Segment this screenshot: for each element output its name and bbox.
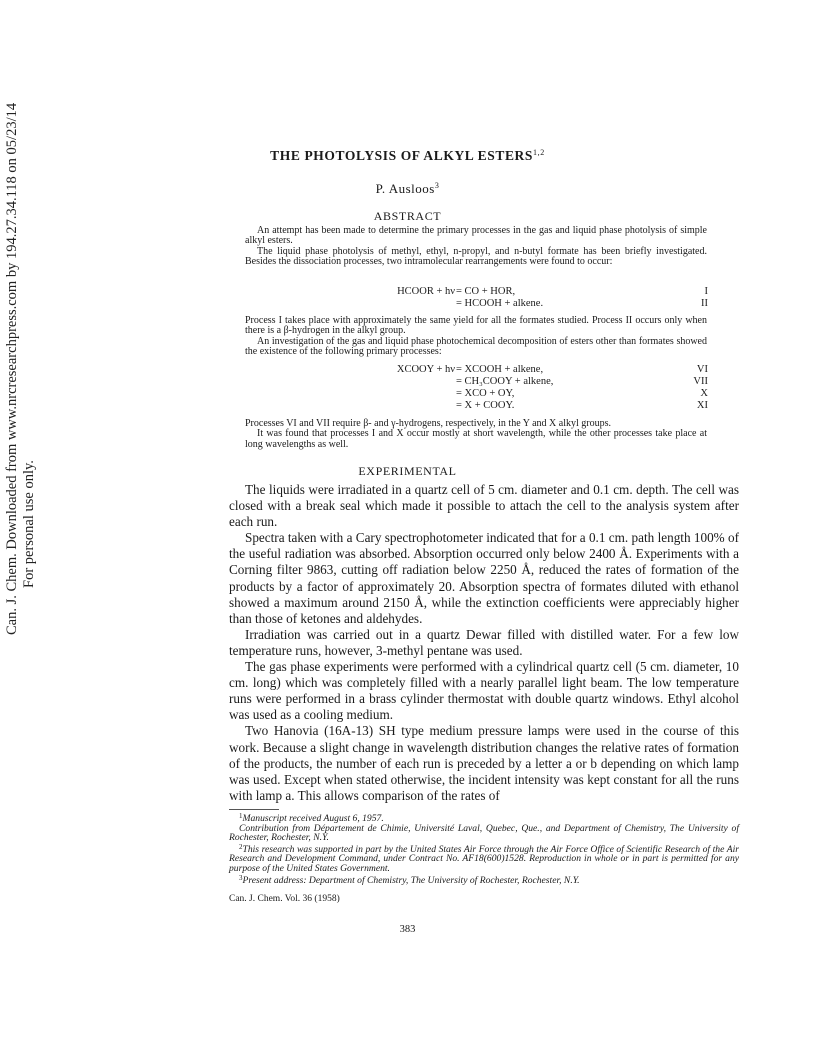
- abstract-paragraph: Process I takes place with approximately the same yield for all the formates studied. Process II occurs only when there is a β-hydrogen in the alkyl group.: [245, 315, 707, 337]
- reaction-number: VI: [696, 364, 708, 375]
- footnotes: [229, 812, 739, 885]
- journal-citation: Can. J. Chem. Vol. 36 (1958): [229, 894, 340, 904]
- personal-use-line: For personal use only.: [21, 460, 37, 588]
- abstract-paragraph: The liquid phase photolysis of methyl, ethyl, n-propyl, and n-butyl formate has been briefly investigated. Besides the dissociation processes, two intramolecular rearrangements were found to occur:: [245, 245, 707, 267]
- page-number: 383: [399, 924, 416, 935]
- download-stamp-line: Can. J. Chem. Downloaded from www.nrcresearchpress.com by 194.27.34.118 on 05/23/14: [4, 102, 20, 635]
- body-paragraph: Two Hanovia (16A-13) SH type medium pressure lamps were used in the course of this work. Because a slight change in wavelength distribution changes the relative rates of formation of the products, the number of each run is preceded by a letter a or b depending on which lamp was used. Except when stated otherwise, the incident intensity was kept constant for all the runs with lamp a. This allows comparison of the rates of: [229, 723, 739, 803]
- reaction-number: II: [701, 298, 708, 309]
- reaction-number: XI: [696, 400, 708, 411]
- reaction-number: VII: [693, 376, 708, 387]
- reaction-lhs: HCOOR + hν: [397, 286, 455, 297]
- body-paragraph: The gas phase experiments were performed with a cylindrical quartz cell (5 cm. diameter, 10 cm. long) which was completely filled with a nearly parallel light beam. The low temperature runs were performed in a brass cylinder thermostat with double quartz windows. Ethyl alcohol was used as a cooling medium.: [229, 659, 739, 723]
- reaction-rhs: = CO + HOR,: [456, 286, 516, 297]
- title-footnote-marks: 1,2: [533, 148, 545, 157]
- abstract-block-2: [245, 316, 707, 357]
- author-footnote-mark: 3: [434, 181, 440, 190]
- footnote-rule: [229, 809, 279, 810]
- reaction-number: X: [700, 388, 708, 399]
- reaction-rhs: = HCOOH + alkene.: [456, 298, 544, 309]
- footnote: $^2$This research was supported in part by the United States Air Force through the Air Force Office of Scientific Research of the Air Research and Development Command, under Contract No. AF18(600)1528. Reproduction in whole or in part is permitted for any purpose of the United States Government.: [229, 842, 739, 874]
- abstract-paragraph: An attempt has been made to determine the primary processes in the gas and liquid phase photolysis of simple alkyl esters.: [245, 225, 707, 247]
- reaction-number: I: [704, 286, 708, 297]
- reaction-rhs: = XCOOH + alkene,: [456, 364, 544, 375]
- reaction-rhs: = XCO + OY,: [456, 388, 515, 399]
- experimental-body: [229, 482, 739, 804]
- reaction-lhs: XCOOY + hν: [396, 364, 455, 375]
- experimental-heading: EXPERIMENTAL: [358, 464, 457, 478]
- abstract-paragraph: Processes VI and VII require β- and γ-hydrogens, respectively, in the Y and X alkyl groups.: [245, 418, 611, 429]
- body-paragraph: Irradiation was carried out in a quartz Dewar filled with distilled water. For a few low temperature runs, however, 3-methyl pentane was used.: [229, 626, 739, 658]
- abstract-paragraph: An investigation of the gas and liquid phase photochemical decomposition of esters other than formates showed the existence of the following primary processes:: [245, 335, 707, 357]
- abstract-block-1: [245, 226, 707, 267]
- reaction-rhs: = X + COOY.: [456, 400, 515, 411]
- author-name: P. Ausloos$^3$: [375, 181, 440, 196]
- abstract-paragraph: It was found that processes I and X occur mostly at short wavelength, while the other processes take place at long wavelengths as well.: [245, 428, 707, 450]
- abstract-heading: ABSTRACT: [373, 209, 442, 223]
- body-paragraph: The liquids were irradiated in a quartz cell of 5 cm. diameter and 0.1 cm. depth. The cell was closed with a break seal which made it possible to attach the cell to the analysis system after each run.: [229, 482, 739, 530]
- footnote: Contribution from Département de Chimie, Université Laval, Quebec, Que., and Department of Chemistry, The University of Rochester, Rochester, N.Y.: [229, 822, 739, 844]
- reaction-rhs: = CH₃COOY + alkene,: [456, 376, 554, 387]
- abstract-block-3: [245, 419, 707, 450]
- footnote: $^1$Manuscript received August 6, 1957.: [239, 812, 384, 824]
- body-paragraph: Spectra taken with a Cary spectrophotometer indicated that for a 0.1 cm. path length 100% of the useful radiation was absorbed. Absorption occurred only below 2400 Å. Experiments with a Corning filter 9863, cutting off radiation below 2250 Å, reduced the rates of formation of the products by a factor of approximately 20. Absorption spectra of formates diluted with ethanol showed a maximum around 2150 Å, while the extinction coefficients were appreciably higher than those of ketones and aldehydes.: [229, 530, 739, 626]
- paper-title: THE PHOTOLYSIS OF ALKYL ESTERS$^{1,2}$: [270, 148, 545, 163]
- footnote: $^3$Present address: Department of Chemistry, The University of Rochester, Rochester, N.Y.: [239, 873, 580, 886]
